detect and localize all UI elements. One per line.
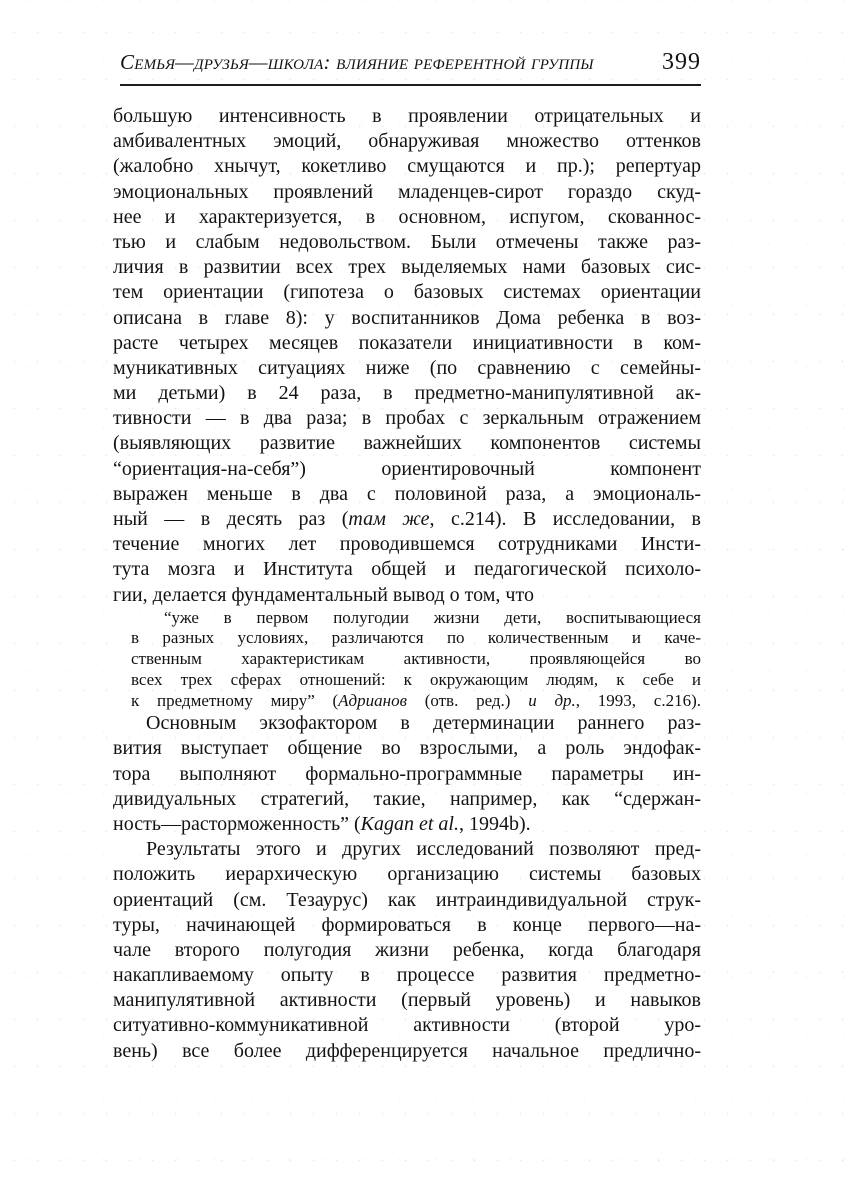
page-number: 399 <box>662 49 701 75</box>
text-line: описана в главе 8): у воспитанников Дома ребенка в воз- <box>113 306 701 329</box>
text-line: вень) все более дифференцируется начальное предлично- <box>113 1039 701 1062</box>
text-line: тивности — в два раза; в пробах с зеркальным отражением <box>113 407 701 430</box>
text-line: чале второго полугодия жизни ребенка, когда благодаря <box>113 938 701 961</box>
text-line: вития выступает общение во взрослыми, а роль эндофак- <box>113 737 701 760</box>
text-line: эмоциональных проявлений младенцев-сирот гораздо скуд- <box>113 180 701 203</box>
text-line: большую интенсивность в проявлении отрицательных и <box>113 105 701 127</box>
text-line: положить иерархическую организацию системы базовых <box>113 863 701 886</box>
text-line: накапливаемому опыту в процессе развития предметно- <box>113 964 701 987</box>
text-column <box>113 104 701 1064</box>
paragraph <box>113 837 701 1064</box>
text-line: ориентаций (см. Тезаурус) как интраиндивидуальной струк- <box>113 888 701 911</box>
text-line: всех трех сферах отношений: к окружающим людям, к себе и <box>131 669 701 689</box>
running-title: Семья—друзья—школа: влияние референтной группы <box>120 50 594 74</box>
text-line: Основным экзофактором в детерминации раннего раз- <box>146 712 701 735</box>
paragraph <box>113 711 701 837</box>
text-line: амбивалентных эмоций, обнаруживая множество оттенков <box>113 130 701 153</box>
text-line: выражен меньше в два с половиной раза, а эмоциональ- <box>113 482 701 505</box>
text-line: ми детьми) в 24 раза, в предметно-манипулятивной ак- <box>113 382 701 405</box>
text-line: муникативных ситуациях ниже (по сравнению с семейны- <box>113 356 701 379</box>
text-line: гии, делается фундаментальный вывод о том, что <box>113 583 534 606</box>
text-line: к предметному миру” (Адрианов (отв. ред.) и др., 1993, с.216). <box>131 690 701 710</box>
text-line: тем ориентации (гипотеза о базовых системах ориентации <box>113 281 701 304</box>
text-line: туры, начинающей формироваться в конце первого—на- <box>113 913 701 936</box>
text-line: “ориентация-на-себя”) ориентировочный компонент <box>113 457 701 480</box>
text-line: ность—расторможенность” (Kagan et al., 1994b). <box>113 812 531 835</box>
text-line: манипулятивной активности (первый уровень) и навыков <box>113 989 701 1012</box>
text-line: нее и характеризуется, в основном, испугом, скованнос- <box>113 205 701 228</box>
text-line: личия в развитии всех трех выделяемых нами базовых сис- <box>113 256 701 279</box>
text-line: “уже в первом полугодии жизни дети, воспитывающиеся <box>164 607 701 627</box>
page-header <box>120 49 701 86</box>
text-line: дивидуальных стратегий, такие, например, как “сдержан- <box>113 787 701 810</box>
text-line: расте четырех месяцев показатели инициативности в ком- <box>113 331 701 354</box>
text-line: в разных условиях, различаются по количественным и каче- <box>131 628 701 648</box>
text-line: (жалобно хнычут, кокетливо смущаются и пр.); репертуар <box>113 155 701 178</box>
text-line: течение многих лет проводившемся сотрудниками Инсти- <box>113 533 701 556</box>
text-line: ственным характеристикам активности, проявляющейся во <box>131 649 701 669</box>
text-line: тута мозга и Института общей и педагогической психоло- <box>113 558 701 581</box>
text-line: тора выполняют формально-программные параметры ин- <box>113 762 701 785</box>
text-line: ситуативно-коммуникативной активности (второй уро- <box>113 1014 701 1037</box>
paragraph <box>113 104 701 608</box>
text-line: тью и слабым недовольством. Были отмечены также раз- <box>113 230 701 253</box>
text-line: Результаты этого и других исследований позволяют пред- <box>146 838 701 861</box>
text-line: ный — в десять раз (там же, с.214). В исследовании, в <box>113 508 701 530</box>
text-line: (выявляющих развитие важнейших компонентов системы <box>113 432 701 455</box>
quote-block <box>131 608 701 711</box>
